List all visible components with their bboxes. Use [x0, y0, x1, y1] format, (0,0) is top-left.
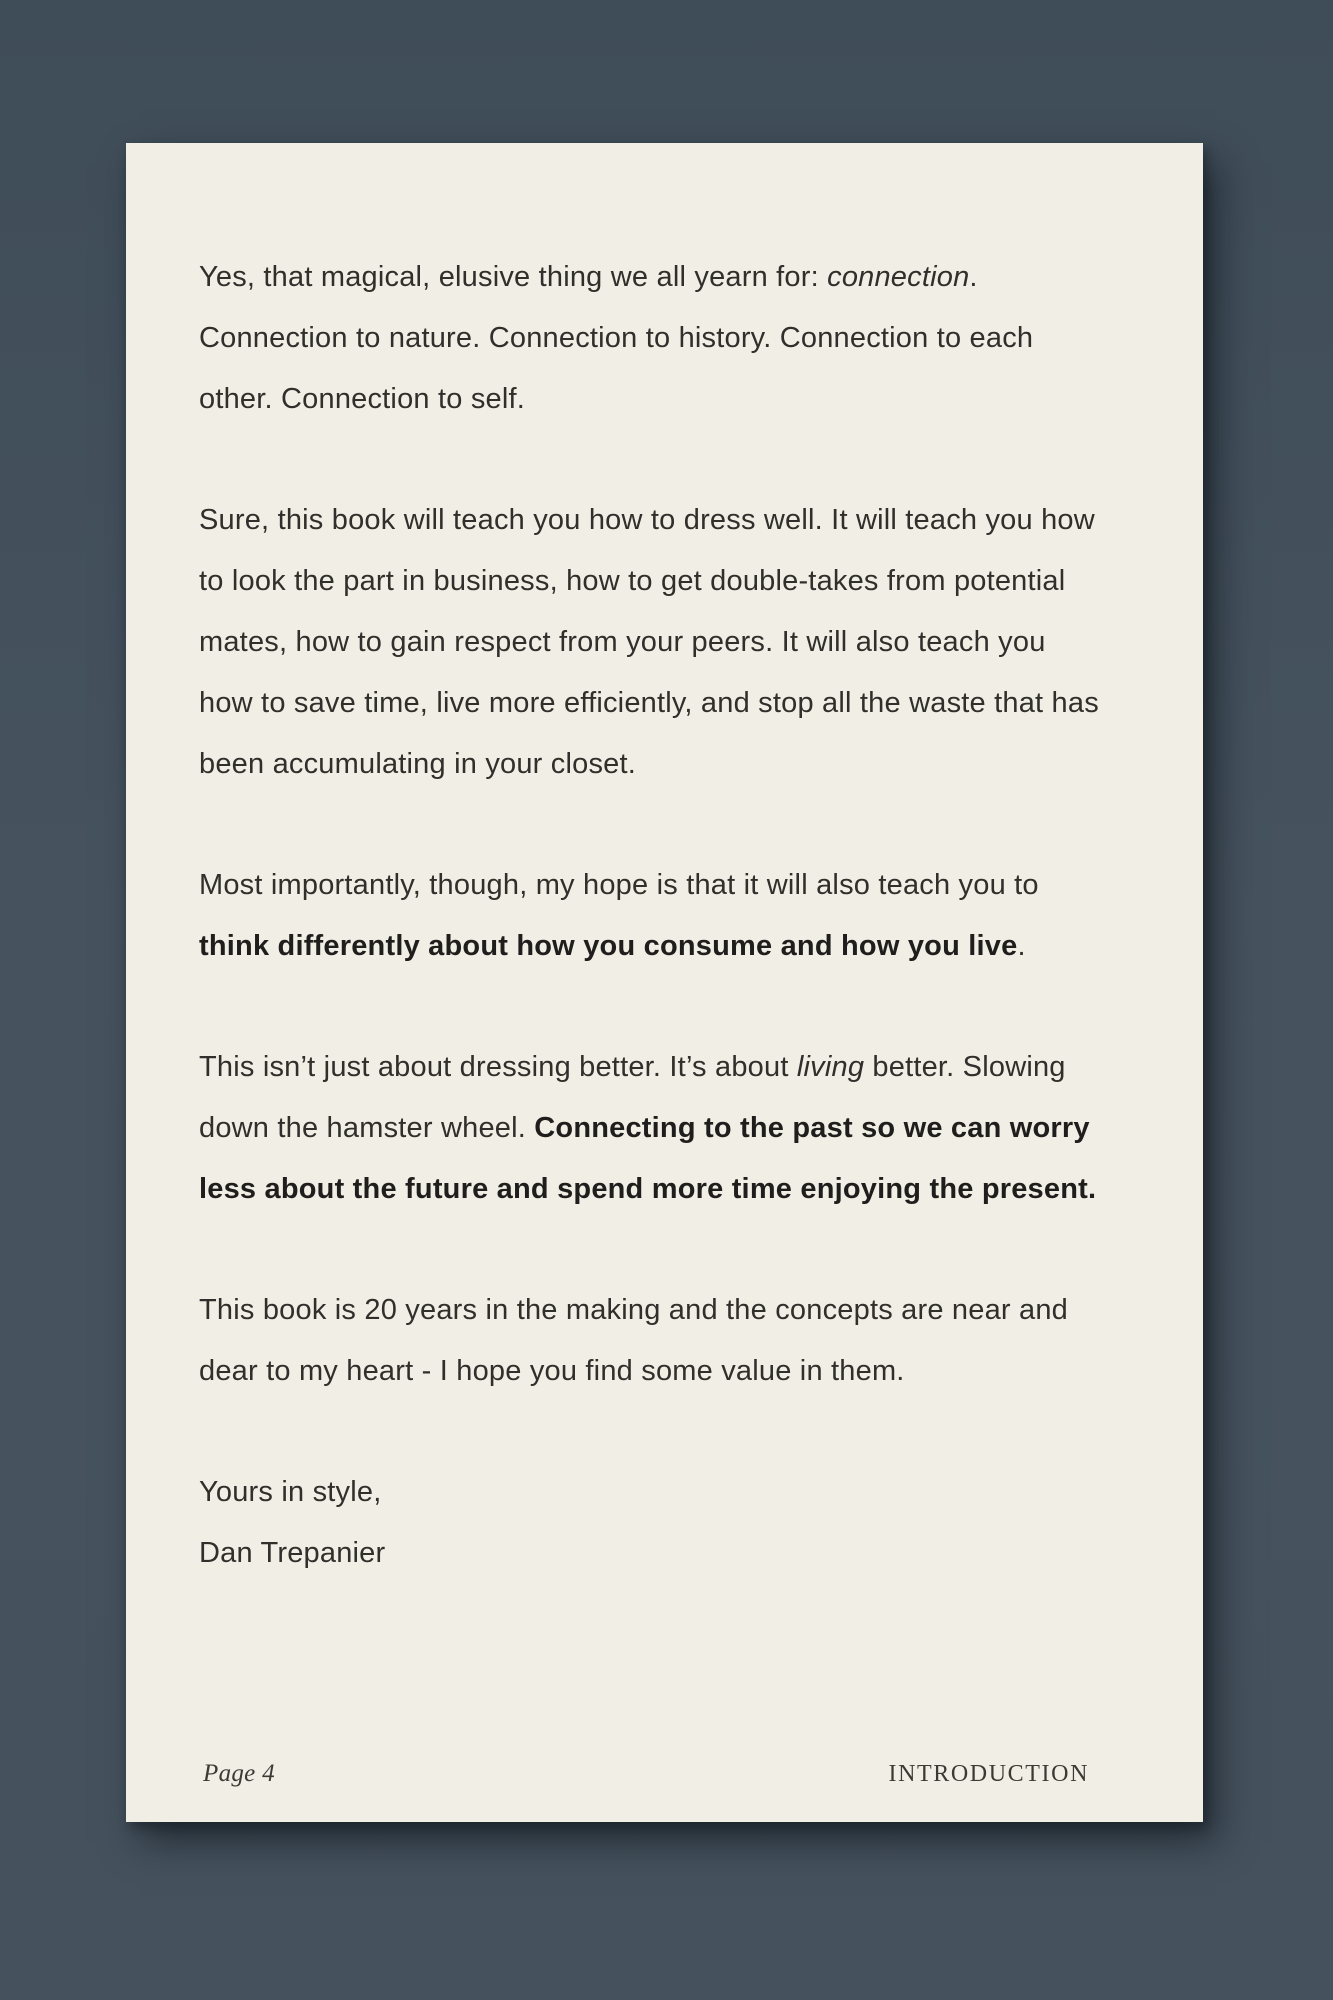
text-run: Yes, that magical, elusive thing we all yearn for:: [199, 261, 828, 293]
text-run: . Connection to nature. Connection to history. Connection to each other. Connection to self.: [199, 261, 1034, 415]
page-footer: [199, 1760, 1105, 1788]
text-run: living: [796, 1051, 865, 1083]
text-run: This book is 20 years in the making and the concepts are near and dear to my heart - I hope you find some value in them.: [199, 1294, 1069, 1387]
text-run: Most importantly, though, my hope is that it will also teach you to: [199, 869, 1039, 901]
paragraph: [199, 1037, 1105, 1220]
text-run: better. Slowing down the hamster wheel.: [199, 1051, 1066, 1144]
text-run: think differently about how you consume and how you live: [199, 930, 1018, 962]
signature-line: Dan Trepanier: [199, 1537, 386, 1569]
signature-line: Yours in style,: [199, 1476, 382, 1508]
section-label: INTRODUCTION: [888, 1761, 1089, 1787]
text-run: Connecting to the past so we can worry less about the future and spend more time enjoying the present.: [199, 1112, 1097, 1205]
paragraph: [199, 1280, 1105, 1402]
book-page: [126, 143, 1203, 1822]
text-run: connection: [827, 261, 970, 293]
signature-block: [199, 1462, 1105, 1584]
text-run: This isn’t just about dressing better. It’s about: [199, 1051, 797, 1083]
paragraph: [199, 247, 1105, 430]
paragraph: [199, 855, 1105, 977]
paragraph: [199, 490, 1105, 795]
body-paragraphs: [199, 247, 1105, 1462]
text-run: .: [1017, 930, 1026, 962]
page-number-label: Page 4: [203, 1760, 275, 1787]
text-run: Sure, this book will teach you how to dress well. It will teach you how to look the part in business, how to get double-takes from potential mates, how to gain respect from your peers. It will also teach you how to save time, live more efficiently, and stop all the waste that has been accumulating in your closet.: [199, 504, 1099, 780]
